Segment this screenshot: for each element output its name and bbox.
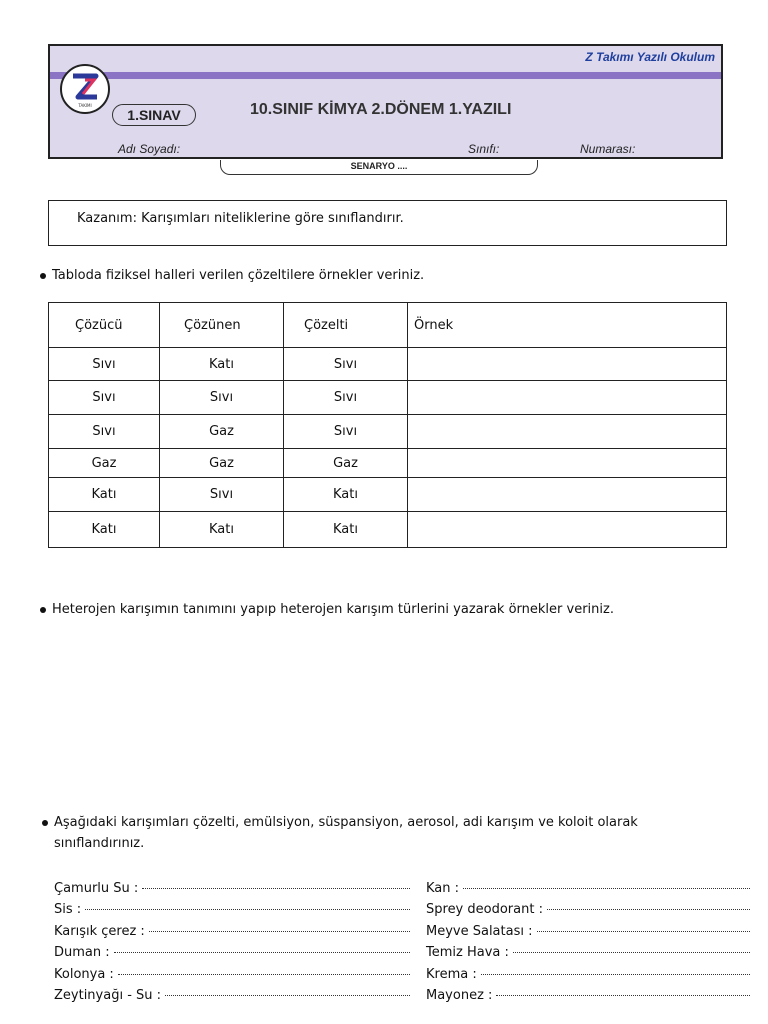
table-cell: Sıvı [49,348,160,381]
answer-line[interactable] [142,887,410,889]
table-cell: Gaz [160,415,284,449]
table-row [49,449,727,478]
item-label: Karışık çerez : [54,923,145,939]
answer-line[interactable] [463,887,750,889]
table-cell: Sıvı [284,381,408,415]
classification-item[interactable] [54,899,410,920]
number-field-label: Numarası: [580,142,636,156]
classification-item[interactable] [54,878,410,899]
item-label: Sprey deodorant : [426,902,543,918]
table-cell: Katı [160,512,284,548]
question-2 [40,602,614,617]
question-3-text-line1: Aşağıdaki karışımları çözelti, emülsiyon, süspansiyon, aerosol, adi karışım ve koloit olarak [54,815,638,830]
classification-item[interactable] [54,921,410,942]
table-row [49,415,727,449]
class-field-label: Sınıfı: [468,142,500,156]
answer-line[interactable] [537,930,751,932]
table-cell: Katı [49,512,160,548]
question-2-text: Heterojen karışımın tanımını yapıp heterojen karışım türlerini yazarak örnekler veriniz. [52,602,614,617]
classification-item[interactable] [426,942,750,963]
table-row [49,348,727,381]
answer-cell[interactable] [408,512,727,548]
item-label: Çamurlu Su : [54,881,139,896]
classification-item[interactable] [54,964,410,985]
bullet-icon [40,607,46,613]
table-cell: Sıvı [160,478,284,512]
answer-cell[interactable] [408,348,727,381]
table-cell: Katı [49,478,160,512]
answer-line[interactable] [547,908,750,910]
classification-item[interactable] [426,899,750,920]
classification-item[interactable] [54,985,410,1006]
solution-table [48,302,727,548]
item-label: Kolonya : [54,966,114,982]
table-row [49,512,727,548]
name-field-label: Adı Soyadı: [118,142,181,156]
table-cell: Sıvı [160,381,284,415]
table-cell: Sıvı [284,415,408,449]
answer-line[interactable] [481,973,750,975]
answer-cell[interactable] [408,381,727,415]
classification-item[interactable] [426,964,750,985]
classification-item[interactable] [54,942,410,963]
answer-cell[interactable] [408,449,727,478]
school-name: Z Takımı Yazılı Okulum [585,50,715,64]
table-row [49,381,727,415]
answer-line[interactable] [149,930,410,932]
item-label: Duman : [54,945,110,961]
question-3 [42,812,638,854]
answer-line[interactable] [496,994,750,996]
question-1-text: Tabloda fiziksel halleri verilen çözeltilere örnekler veriniz. [52,268,425,283]
column-header: Örnek [408,303,727,348]
question-1 [40,268,424,283]
item-label: Mayonez : [426,988,493,1004]
table-cell: Katı [284,512,408,548]
classification-item[interactable] [426,921,750,942]
column-header: Çözelti [284,303,408,348]
table-cell: Katı [160,348,284,381]
table-cell: Katı [284,478,408,512]
table-cell: Sıvı [49,415,160,449]
answer-cell[interactable] [408,478,727,512]
question-2-answer-area[interactable] [48,630,727,780]
bullet-icon [40,273,46,279]
item-label: Sis : [54,902,82,918]
table-cell: Gaz [49,449,160,478]
exam-number-badge: 1.SINAV [112,104,196,126]
scenario-tab: SENARYO .... [220,160,538,175]
exam-title: 10.SINIF KİMYA 2.DÖNEM 1.YAZILI [250,101,512,118]
classification-list-left [54,878,410,1006]
classification-item[interactable] [426,878,750,899]
bullet-icon [42,820,48,826]
logo-subtext: TAKIMI [78,103,92,108]
item-label: Kan : [426,881,460,896]
table-cell: Sıvı [284,348,408,381]
learning-outcome-box [48,200,727,246]
answer-line[interactable] [118,973,410,975]
table-row [49,478,727,512]
item-label: Krema : [426,966,477,982]
column-header: Çözünen [160,303,284,348]
answer-line[interactable] [165,994,410,996]
table-header-row [49,303,727,348]
answer-line[interactable] [114,951,410,953]
item-label: Meyve Salatası : [426,923,533,939]
header-accent-bar [50,72,721,79]
question-3-text-line2: sınıflandırınız. [54,836,145,851]
classification-list-right [426,878,750,1006]
item-label: Temiz Hava : [426,945,509,961]
item-label: Zeytinyağı - Su : [54,988,162,1004]
exam-header [48,44,723,159]
column-header: Çözücü [49,303,160,348]
school-logo [60,64,110,114]
answer-cell[interactable] [408,415,727,449]
table-cell: Gaz [160,449,284,478]
table-cell: Gaz [284,449,408,478]
answer-line[interactable] [513,951,750,953]
z-logo-icon [63,67,107,111]
learning-outcome-text: Kazanım: Karışımları niteliklerine göre sınıflandırır. [77,211,404,226]
answer-line[interactable] [85,908,410,910]
table-cell: Sıvı [49,381,160,415]
classification-item[interactable] [426,985,750,1006]
